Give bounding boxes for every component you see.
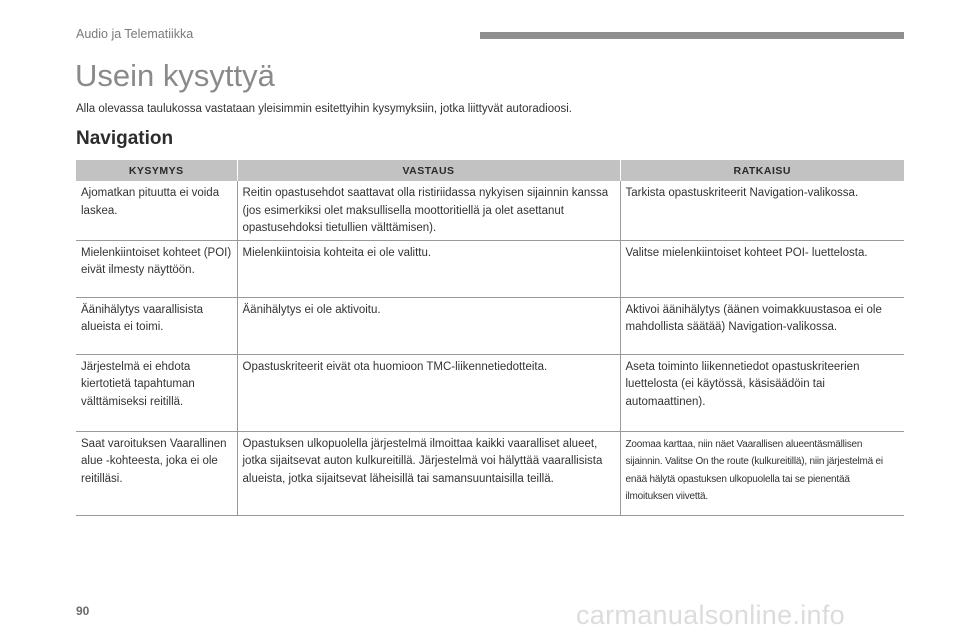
solution-cell: Aktivoi äänihälytys (äänen voimakkuustasoa ei ole mahdollista säätää) Navigation-valikossa. [620,297,904,354]
question-cell: Äänihälytys vaarallisista alueista ei toimi. [76,297,237,354]
section-subtitle: Navigation [76,128,174,149]
intro-text: Alla olevassa taulukossa vastataan yleisimmin esitettyihin kysymyksiin, jotka liittyvät autoradioosi. [76,103,572,115]
faq-table [76,160,904,516]
table-row [76,354,904,431]
answer-cell: Mielenkiintoisia kohteita ei ole valittu. [237,240,620,297]
table-row [76,240,904,297]
question-cell: Mielenkiintoiset kohteet (POI) eivät ilmesty näyttöön. [76,240,237,297]
answer-cell: Reitin opastusehdot saattavat olla ristiriidassa nykyisen sijainnin kanssa (jos esimerkiksi olet maksullisella moottoritiellä ja olet asettanut opastusehdoksi tietullien välttämisen). [237,181,620,240]
solution-cell: Valitse mielenkiintoiset kohteet POI- luettelosta. [620,240,904,297]
column-header-solution: RATKAISU [620,160,904,181]
column-header-question: KYSYMYS [76,160,237,181]
answer-cell: Äänihälytys ei ole aktivoitu. [237,297,620,354]
answer-cell: Opastuksen ulkopuolella järjestelmä ilmoittaa kaikki vaaralliset alueet, jotka sijaitsevat auton kulkureitillä. Järjestelmä voi hälyttää vaarallisista alueista, jotka sijaitsevat läheisillä tai samansuuntaisilla teillä. [237,431,620,515]
solution-cell: Zoomaa karttaa, niin näet Vaarallisen alueentäsmällisen sijainnin. Valitse On the route (kulkureitillä), niin järjestelmä ei enää hälytä opastuksen ulkopuolella tai se pienentää ilmoituksen viivettä. [620,431,904,515]
header-bar [480,32,904,39]
section-label: Audio ja Telematiikka [76,27,194,41]
page-title: Usein kysyttyä [75,58,275,93]
solution-cell: Tarkista opastuskriteerit Navigation-valikossa. [620,181,904,240]
table-row [76,181,904,240]
question-cell: Järjestelmä ei ehdota kiertotietä tapahtuman välttämiseksi reitillä. [76,354,237,431]
table-row [76,431,904,515]
answer-cell: Opastuskriteerit eivät ota huomioon TMC-liikennetiedotteita. [237,354,620,431]
watermark: carmanualsonline.info [576,600,845,630]
column-header-answer: VASTAUS [237,160,620,181]
question-cell: Saat varoituksen Vaarallinen alue -kohteesta, joka ei ole reitilläsi. [76,431,237,515]
solution-cell: Aseta toiminto liikennetiedot opastuskriteerien luettelosta (ei käytössä, käsisäädöin tai automaattinen). [620,354,904,431]
table-row [76,297,904,354]
question-cell: Ajomatkan pituutta ei voida laskea. [76,181,237,240]
page-number: 90 [76,604,90,618]
table-header-row [76,160,904,181]
